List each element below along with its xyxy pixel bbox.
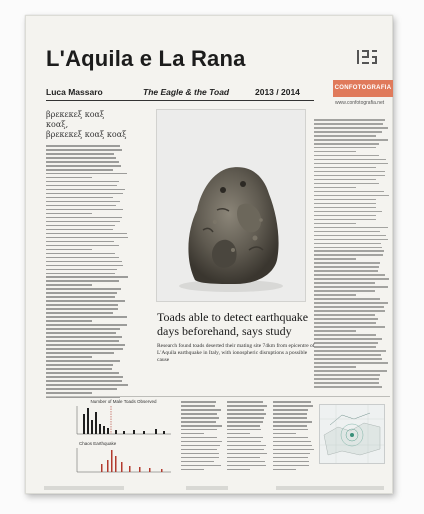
- text-line: [46, 209, 123, 211]
- text-line: [181, 445, 220, 447]
- text-line: [46, 241, 114, 243]
- text-line: [227, 441, 261, 443]
- text-line: [46, 265, 123, 267]
- left-column-body: [46, 145, 129, 398]
- text-line: [227, 465, 266, 467]
- text-line: [273, 409, 308, 411]
- bar: [95, 412, 97, 434]
- text-line: [46, 372, 119, 374]
- text-line: [46, 185, 117, 187]
- text-line: [46, 368, 112, 370]
- text-line: [314, 211, 382, 213]
- text-line: [46, 229, 113, 231]
- text-line: [227, 429, 261, 431]
- article-deck: Research found toads deserted their mating site 74km from epicentre of L'Aquila earthquake in Italy, with ionospheric disruptions a possible cause: [157, 343, 315, 363]
- text-line: [314, 278, 389, 280]
- text-line: [46, 384, 128, 386]
- footer-edition: [276, 486, 384, 490]
- text-line: [314, 199, 376, 201]
- text-line: [314, 290, 375, 292]
- text-line: [46, 344, 125, 346]
- text-line: [314, 306, 384, 308]
- text-line: [46, 312, 113, 314]
- text-line: [181, 425, 222, 427]
- brand-logo: CONFOTOGRAFIA: [333, 80, 393, 97]
- bar: [111, 450, 113, 472]
- text-line: [181, 461, 214, 463]
- text-line: [314, 159, 386, 161]
- article-column-1-body: [181, 401, 222, 470]
- text-line: [227, 421, 263, 423]
- text-line: [181, 409, 221, 411]
- brand-url: www.confotografia.net: [335, 100, 385, 106]
- text-line: [46, 364, 113, 366]
- text-line: [46, 316, 127, 318]
- text-line: [314, 171, 385, 173]
- text-line: [314, 127, 388, 129]
- text-line: [314, 195, 389, 197]
- text-line: [46, 173, 127, 175]
- article-headline: Toads able to detect earthquake days beforehand, says study: [157, 310, 309, 338]
- text-line: [314, 262, 380, 264]
- male-toads-plot: [71, 404, 176, 436]
- text-line: [46, 352, 114, 354]
- chart-label: Chaos Earthquake: [79, 441, 117, 446]
- text-line: [227, 457, 260, 459]
- bar: [149, 468, 151, 472]
- poster-year: 2013 / 2014: [255, 87, 300, 97]
- text-line: [314, 254, 383, 256]
- map-graphic: [320, 405, 384, 463]
- text-line: [314, 346, 376, 348]
- region-map: [319, 404, 385, 464]
- text-line: [273, 445, 312, 447]
- text-line: [46, 360, 120, 362]
- text-line: [46, 189, 125, 191]
- text-line: [273, 449, 314, 451]
- text-line: [46, 376, 123, 378]
- text-line: [314, 179, 376, 181]
- text-line: [314, 274, 385, 276]
- text-line: [46, 280, 119, 282]
- text-line: [181, 441, 222, 443]
- text-line: [314, 282, 375, 284]
- earthquake-plot: [71, 446, 176, 474]
- map-marker: [350, 433, 354, 437]
- bar: [123, 431, 125, 434]
- text-line: [314, 338, 382, 340]
- bar: [115, 456, 117, 472]
- text-line: [314, 207, 376, 209]
- bar: [115, 430, 117, 434]
- text-line: [46, 165, 121, 167]
- text-line: [46, 348, 123, 350]
- text-line: [314, 358, 382, 360]
- text-line: [314, 223, 356, 225]
- text-line: [181, 437, 217, 439]
- text-line: [46, 205, 116, 207]
- left-column-heading: βρεκεκεξ κοαξ κοαξ, βρεκεκεξ κοαξ κοαξ: [46, 110, 127, 139]
- text-line: [314, 350, 386, 352]
- bar: [163, 431, 165, 434]
- text-line: [273, 429, 308, 431]
- text-line: [314, 203, 376, 205]
- text-line: [181, 429, 217, 431]
- text-line: [273, 417, 307, 419]
- text-line: [314, 167, 376, 169]
- text-line: [314, 123, 383, 125]
- text-line: [273, 425, 307, 427]
- text-line: [314, 258, 356, 260]
- poster-sheet: [25, 15, 393, 494]
- text-line: [314, 191, 384, 193]
- text-line: [181, 405, 215, 407]
- chart-title: Number of Male Toads Observed: [90, 399, 157, 404]
- text-line: [314, 302, 388, 304]
- text-line: [314, 250, 384, 252]
- text-line: [46, 336, 122, 338]
- text-line: [227, 469, 250, 471]
- header-rule: [46, 100, 314, 101]
- text-line: [227, 437, 263, 439]
- text-line: [273, 453, 310, 455]
- text-line: [181, 449, 217, 451]
- toad-count-chart: [71, 399, 176, 479]
- text-line: [314, 135, 376, 137]
- text-line: [46, 249, 92, 251]
- text-line: [314, 247, 382, 249]
- text-line: [46, 328, 120, 330]
- bar: [133, 430, 135, 434]
- text-line: [181, 417, 219, 419]
- text-line: [273, 421, 312, 423]
- text-line: [273, 437, 308, 439]
- text-line: [46, 253, 115, 255]
- text-line: [314, 239, 388, 241]
- article-column-3: [273, 401, 314, 476]
- bar: [87, 408, 89, 434]
- text-line: [227, 453, 267, 455]
- text-line: [227, 425, 260, 427]
- text-line: [46, 193, 123, 195]
- text-line: [46, 332, 116, 334]
- text-line: [46, 177, 92, 179]
- text-line: [314, 227, 388, 229]
- article-column-2-body: [227, 401, 268, 470]
- text-line: [46, 225, 115, 227]
- text-line: [227, 433, 250, 435]
- text-line: [46, 288, 121, 290]
- text-line: [181, 469, 204, 471]
- text-line: [314, 183, 379, 185]
- text-line: [46, 292, 117, 294]
- text-line: [46, 149, 122, 151]
- text-line: [227, 405, 267, 407]
- text-line: [314, 266, 379, 268]
- text-line: [227, 401, 263, 403]
- text-line: [314, 354, 381, 356]
- article-column-2: [227, 401, 268, 476]
- text-line: [181, 457, 219, 459]
- bar: [139, 467, 141, 472]
- text-line: [181, 401, 216, 403]
- logo-mark-icon: [354, 44, 380, 70]
- poster-title: L'Aquila e La Rana: [46, 46, 246, 71]
- text-line: [314, 231, 380, 233]
- text-line: [46, 181, 119, 183]
- bar: [161, 469, 163, 472]
- text-line: [227, 449, 264, 451]
- footer-center: [186, 486, 228, 490]
- right-column-body: [314, 119, 390, 388]
- text-line: [46, 269, 117, 271]
- text-line: [273, 401, 311, 403]
- poster-subtitle: The Eagle & the Toad: [143, 87, 230, 97]
- bar: [107, 460, 109, 472]
- text-line: [314, 187, 356, 189]
- text-line: [273, 405, 313, 407]
- text-line: [46, 340, 119, 342]
- text-line: [314, 151, 356, 153]
- text-line: [46, 296, 115, 298]
- toad-photo: [156, 109, 306, 302]
- text-line: [314, 382, 379, 384]
- text-line: [314, 374, 380, 376]
- bar: [99, 424, 101, 434]
- text-line: [46, 261, 122, 263]
- article-column-3-body: [273, 401, 314, 470]
- text-line: [181, 465, 221, 467]
- text-line: [314, 366, 356, 368]
- text-line: [314, 378, 379, 380]
- text-line: [314, 139, 388, 141]
- bar: [83, 414, 85, 434]
- bar: [155, 429, 157, 434]
- bar: [121, 462, 123, 472]
- text-line: [273, 469, 296, 471]
- text-line: [314, 119, 385, 121]
- text-line: [181, 421, 216, 423]
- article-column-1: [181, 401, 222, 476]
- text-line: [273, 465, 309, 467]
- section-rule: [46, 396, 390, 397]
- bar: [143, 431, 145, 434]
- text-line: [46, 276, 128, 278]
- text-line: [46, 388, 117, 390]
- text-line: [314, 147, 376, 149]
- text-line: [181, 433, 204, 435]
- text-line: [314, 163, 388, 165]
- text-line: [314, 215, 376, 217]
- text-line: [273, 461, 309, 463]
- text-line: [314, 342, 378, 344]
- text-line: [46, 320, 92, 322]
- text-line: [314, 370, 387, 372]
- text-line: [273, 413, 307, 415]
- text-line: [314, 270, 378, 272]
- text-line: [314, 155, 379, 157]
- text-line: [46, 300, 125, 302]
- footer-credit: [44, 486, 124, 490]
- text-line: [46, 257, 119, 259]
- bar: [103, 426, 105, 434]
- text-line: [46, 273, 115, 275]
- bar: [107, 428, 109, 434]
- text-line: [46, 356, 92, 358]
- text-line: [46, 169, 113, 171]
- text-line: [46, 304, 118, 306]
- text-line: [46, 284, 92, 286]
- text-line: [314, 286, 388, 288]
- left-text-column: [46, 110, 129, 410]
- text-line: [314, 243, 381, 245]
- text-line: [314, 219, 376, 221]
- text-line: [46, 217, 122, 219]
- bar: [101, 464, 103, 472]
- text-line: [46, 161, 119, 163]
- text-line: [46, 245, 119, 247]
- text-line: [46, 308, 118, 310]
- text-line: [314, 362, 388, 364]
- text-line: [46, 197, 113, 199]
- text-line: [46, 221, 120, 223]
- right-text-column: [314, 114, 390, 404]
- text-line: [227, 413, 266, 415]
- text-line: [46, 201, 120, 203]
- text-line: [181, 413, 217, 415]
- text-line: [273, 433, 296, 435]
- text-line: [273, 441, 311, 443]
- text-line: [227, 417, 264, 419]
- text-line: [314, 294, 356, 296]
- text-line: [46, 157, 116, 159]
- text-line: [46, 153, 114, 155]
- text-line: [46, 324, 127, 326]
- text-line: [181, 453, 219, 455]
- text-line: [46, 237, 128, 239]
- text-line: [314, 298, 380, 300]
- text-line: [227, 445, 266, 447]
- text-line: [46, 145, 120, 147]
- toad-image: [157, 110, 305, 301]
- text-line: [227, 409, 264, 411]
- text-line: [314, 386, 382, 388]
- text-line: [314, 175, 385, 177]
- text-line: [46, 380, 122, 382]
- author-name: Luca Massaro: [46, 87, 103, 97]
- text-line: [46, 233, 127, 235]
- text-line: [46, 392, 92, 394]
- bar: [129, 466, 131, 472]
- bar: [91, 420, 93, 434]
- text-line: [314, 131, 382, 133]
- text-line: [314, 143, 379, 145]
- text-line: [227, 461, 265, 463]
- text-line: [46, 213, 92, 215]
- text-line: [314, 235, 386, 237]
- text-line: [273, 457, 308, 459]
